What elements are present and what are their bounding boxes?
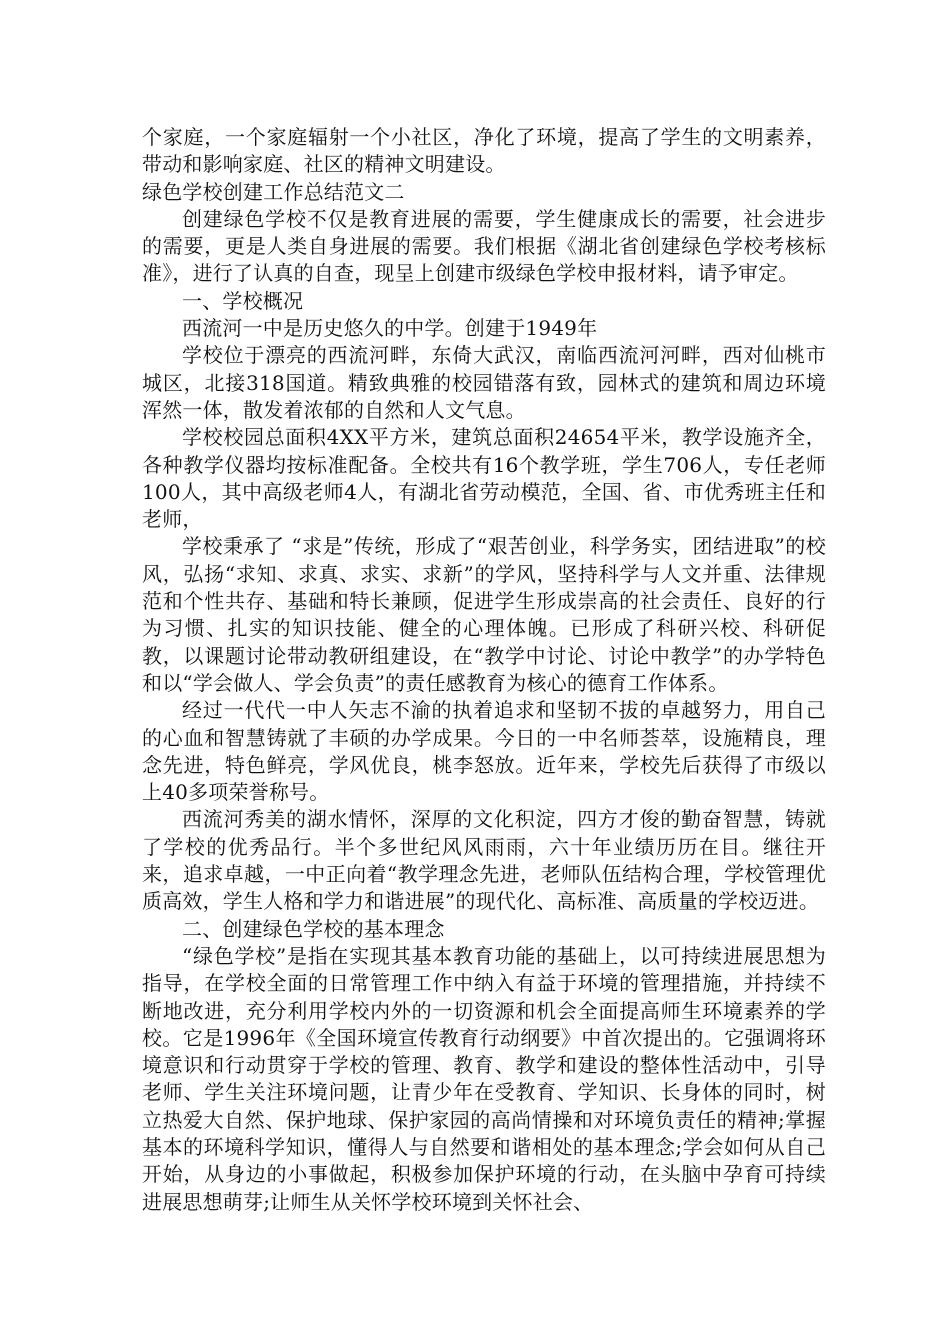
section-title: 绿色学校创建工作总结范文二: [142, 179, 405, 204]
document-body: [142, 124, 826, 1216]
paragraph-achievements: 经过一代代一中人矢志不渝的执着追求和坚韧不拔的卓越努力，用自己的心血和智慧铸就了丰硕的办学成果。今日的一中名师荟萃，设施精良，理念先进，特色鲜亮，学风优良，桃李怒放。近年来，学校先后获得了市级以上40多项荣誉称号。: [142, 698, 826, 805]
heading-basic-concept: 二、创建绿色学校的基本理念: [182, 916, 445, 941]
paragraph-green-school-definition: “绿色学校”是指在实现其基本教育功能的基础上，以可持续进展思想为指导，在学校全面的日常管理工作中纳入有益于环境的管理措施，并持续不断地改进，充分利用学校内外的一切资源和机会全面提高师生环境素养的学校。它是1996年《全国环境宣传教育行动纲要》中首次提出的。它强调将环境意识和行动贯穿于学校的管理、教育、教学和建设的整体性活动中，引导老师、学生关注环境问题，让青少年在受教育、学知识、长身体的同时，树立热爱大自然、保护地球、保护家园的高尚情操和对环境负责任的精神;掌握基本的环境科学知识，懂得人与自然要和谐相处的基本理念;学会如何从自己开始，从身边的小事做起，积极参加保护环境的行动，在头脑中孕育可持续进展思想萌芽;让师生从关怀学校环境到关怀社会、: [142, 943, 826, 1214]
paragraph-location: 学校位于漂亮的西流河畔，东倚大武汉，南临西流河河畔，西对仙桃市城区，北接318国道。精致典雅的校园错落有致，园林式的建筑和周边环境浑然一体，散发着浓郁的自然和人文气息。: [142, 343, 826, 422]
paragraph-facilities: 学校校园总面积4XX平方米，建筑总面积24654平米，教学设施齐全，各种教学仪器均按标准配备。全校共有16个教学班，学生706人，专任老师100人，其中高级老师4人，有湖北省劳动模范，全国、省、市优秀班主任和老师，: [142, 425, 826, 532]
paragraph-culture: 西流河秀美的湖水情怀，深厚的文化积淀，四方才俊的勤奋智慧，铸就了学校的优秀品行。半个多世纪风风雨雨，六十年业绩历历在目。继往开来，追求卓越，一中正向着“教学理念先进，老师队伍结构合理，学校管理优质高效，学生人格和学力和谐进展”的现代化、高标准、高质量的学校迈进。: [142, 807, 826, 914]
heading-school-overview: 一、学校概况: [182, 288, 304, 313]
paragraph-tradition: 学校秉承了 “求是”传统，形成了“艰苦创业，科学务实，团结进取”的校风，弘扬“求知、求真、求实、求新”的学风，坚持科学与人文并重、法律规范和个性共存、基础和特长兼顾，促进学生形成崇高的社会责任、良好的行为习惯、扎实的知识技能、健全的心理体魄。已形成了科研兴校、科研促教，以课题讨论带动教研组建设，在“教学中讨论、讨论中教学”的办学特色和以“学会做人、学会负责”的责任感教育为核心的德育工作体系。: [142, 534, 826, 695]
paragraph-intro: 创建绿色学校不仅是教育进展的需要，学生健康成长的需要，社会进步的需要，更是人类自身进展的需要。我们根据《湖北省创建绿色学校考核标准》，进行了认真的自查，现呈上创建市级绿色学校申报材料，请予审定。: [142, 206, 826, 286]
paragraph-history: 西流河一中是历史悠久的中学。创建于1949年: [182, 316, 598, 341]
paragraph-continuation: 个家庭，一个家庭辐射一个小社区，净化了环境，提高了学生的文明素养，带动和影响家庭、社区的精神文明建设。: [142, 125, 826, 177]
